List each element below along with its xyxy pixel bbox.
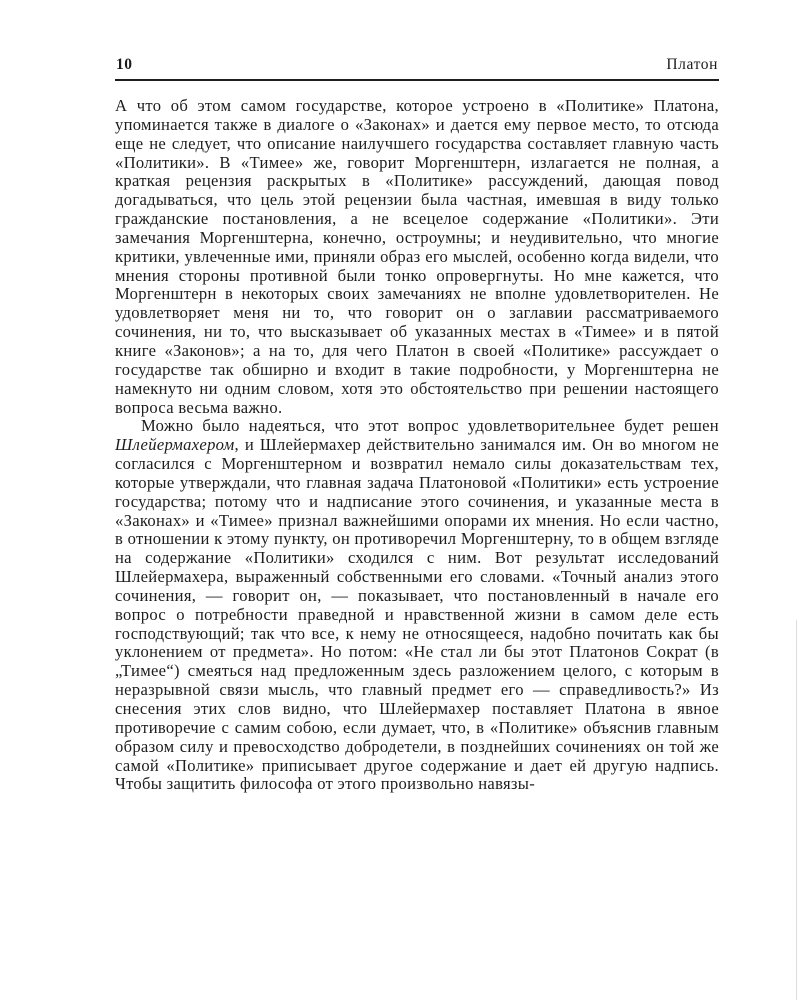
page-number: 10	[116, 56, 133, 73]
running-title: Платон	[666, 56, 718, 73]
text-body	[115, 97, 719, 794]
text-segment-italic: Шлейермахером	[115, 435, 235, 455]
scan-edge-artifact	[796, 620, 797, 1000]
paragraph	[115, 97, 719, 417]
paragraph	[115, 417, 719, 794]
page-header	[115, 56, 719, 79]
text-segment: А что об этом самом государстве, которое устроено в «Политике» Платона, упоминается также в диалоге о «Законах» и дается ему первое место, то отсюда еще не следует, что описание наилучшего государства составляет главную часть «Политики». В «Тимее» же, говорит Моргенштерн, излагается не полная, а краткая рецензия раскрытых в «Политике» рассуждений, дающая повод догадываться, что цель этой рецензии была частная, имевшая в виду только гражданские постановления, а не всецелое содержание «Политики». Эти замечания Моргенштерна, конечно, остроумны; и неудивительно, что многие критики, увлеченные ими, приняли образ его мыслей, особенно когда видели, что мнения стороны противной были тонко опровергнуты. Но мне кажется, что Моргенштерн в некоторых своих замечаниях не вполне удовлетворителен. Не удовлетворяет меня ни то, что говорит он о заглавии рассматриваемого сочинения, ни то, что высказывает об указанных местах в «Тимее» и в пятой книге «Законов»; а на то, для чего Платон в своей «Политике» рассуждает о государстве так обширно и входит в такие подробности, у Моргенштерна не намекнуто ни одним словом, хотя это обстоятельство при решении настоящего вопроса весьма важно.	[115, 96, 719, 417]
text-segment: Можно было надеяться, что этот вопрос удовлетворительнее будет решен	[141, 416, 719, 436]
text-segment: , и Шлейермахер действительно занимался им. Он во многом не согласился с Моргенштерном и возвратил немало силы доказательствам тех, которые утверждали, что главная задача Платоновой «Политики» есть устроение государства; потому что и надписание этого сочинения, и указанные места в «Законах» и «Тимее» признал важнейшими опорами их мнения. Но если частно, в отношении к этому пункту, он противоречил Моргенштерну, то в общем взгляде на содержание «Политики» сходился с ним. Вот результат исследований Шлейермахера, выраженный собственными его словами. «Точный анализ этого сочинения, — говорит он, — показывает, что постановленный в начале его вопрос о потребности праведной и нравственной жизни в самом деле есть господствующий; так что все, к нему не относящееся, надобно почитать как бы уклонением от предмета». Но потом: «Не стал ли бы этот Платонов Сократ (в „Тимее“) смеяться над предложенным здесь разложением целого, с которым в неразрывной связи мысль, что главный предмет его — справедливость?» Из снесения этих слов видно, что Шлейермахер поставляет Платона в явное противоречие с самим собою, если думает, что, в «Политике» объяснив главным образом силу и превосходство добродетели, в позднейших сочинениях он той же самой «Политике» приписывает другое содержание и дает ей другую надпись. Чтобы защитить философа от этого произвольно навязы-	[115, 435, 719, 794]
book-page	[115, 56, 719, 794]
header-rule	[115, 79, 719, 81]
